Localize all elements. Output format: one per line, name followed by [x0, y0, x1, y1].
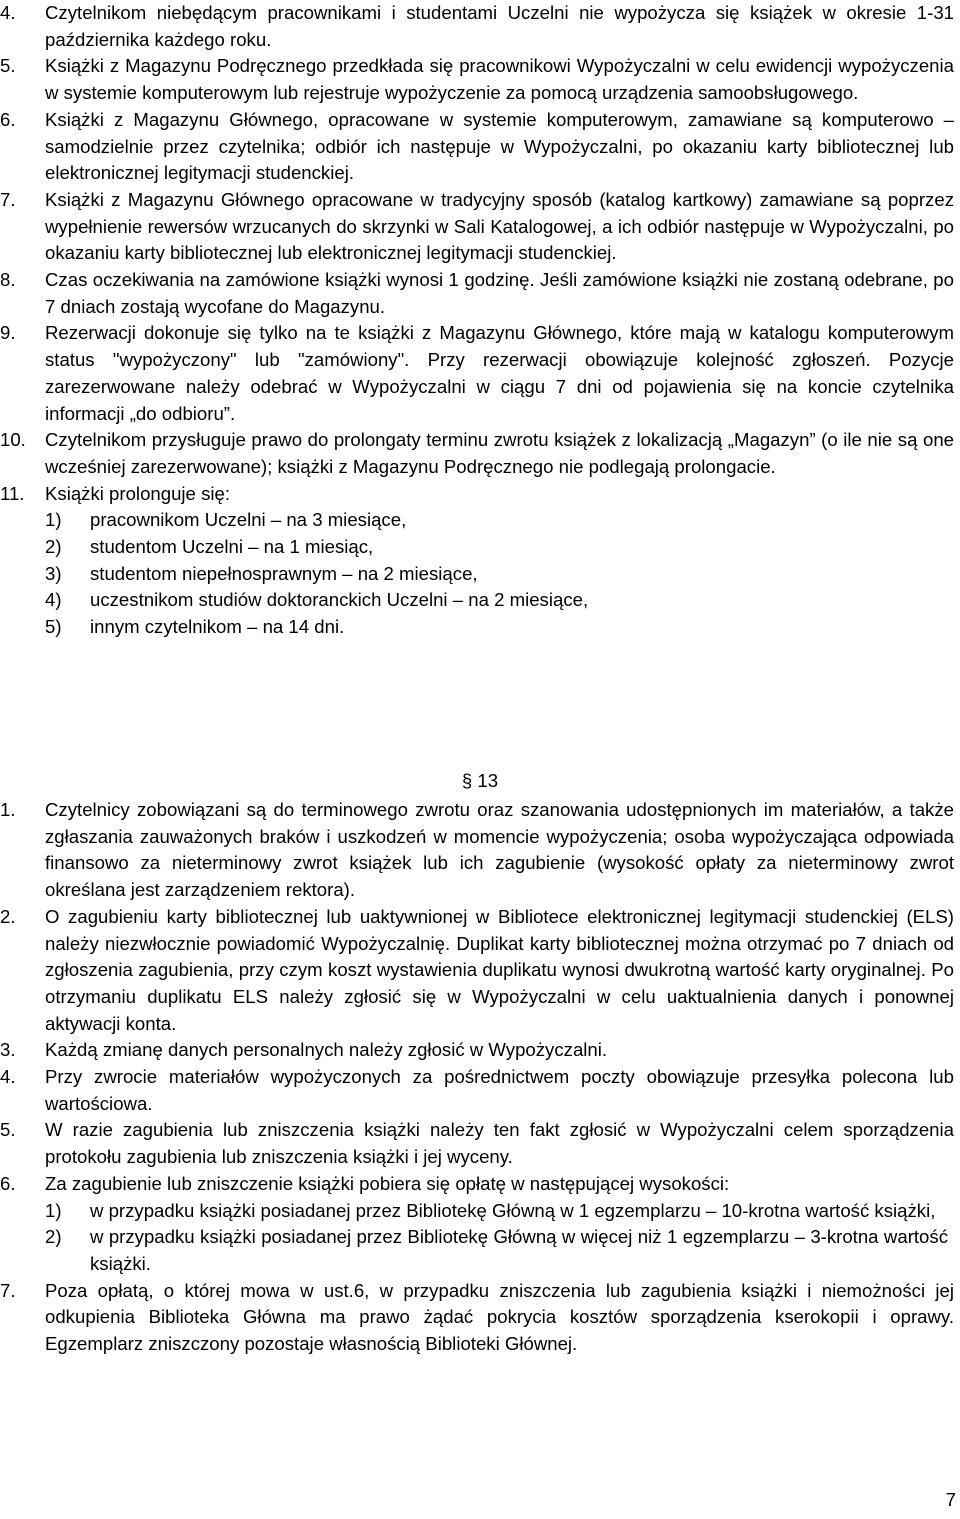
list-item: 7. Książki z Magazynu Głównego opracowane w tradycyjny sposób (katalog kartkowy) zamawiane są poprzez wypełnienie rewersów wrzucanych do skrzynki w Sali Katalogowej, a ich odbiór następuje w Wypożyczalni, po okazaniu karty bibliotecznej lub elektronicznej legitymacji studenckiej. — [0, 187, 960, 267]
list-item: 10. Czytelnikom przysługuje prawo do prolongaty terminu zwrotu książek z lokalizacją „Magazyn” (o ile nie są one wcześniej zarezerwowane); książki z Magazynu Podręcznego nie podlegają prolongacie. — [0, 427, 960, 480]
list-item: 11. Książki prolonguje się: 1) pracownikom Uczelni – na 3 miesiące, 2) studentom Uczelni – na 1 miesiąc, 3) studentom niepełnosprawnym – na 2 miesiące, 4) uczestnikom studiów doktoranckich Uczelni – na 2 miesiące, 5) innym czytelnikom – na 14 dni. — [0, 481, 960, 641]
sub-item-text: w przypadku książki posiadanej przez Bibliotekę Główną w 1 egzemplarzu – 10-krotna wartość książki, — [90, 1199, 936, 1221]
list-item-text: Książki prolonguje się: — [45, 482, 231, 504]
sub-item: 2) studentom Uczelni – na 1 miesiąc, — [45, 536, 374, 558]
list-item: 4. Czytelnikom niebędącym pracownikami i studentami Uczelni nie wypożycza się książek w okresie 1-31 października każdego roku. — [0, 0, 960, 53]
list-item-text: Poza opłatą, o której mowa w ust.6, w przypadku zniszczenia lub zagubienia książki i niemożności jej odkupienia Biblioteka Główna ma prawo żądać pokrycia kosztów sporządzenia kserokopii i oprawy. Egzemplarz zniszczony pozostaje własnością Biblioteki Głównej. — [45, 1279, 954, 1355]
sub-item-text: studentom niepełnosprawnym – na 2 miesiące, — [90, 562, 478, 584]
list-item-text: Czas oczekiwania na zamówione książki wynosi 1 godzinę. Jeśli zamówione książki nie zostaną odebrane, po 7 dniach zostają wycofane do Magazynu. — [45, 269, 954, 317]
list-item: 7. Poza opłatą, o której mowa w ust.6, w przypadku zniszczenia lub zagubienia książki i niemożności jej odkupienia Biblioteka Główna ma prawo żądać pokrycia kosztów sporządzenia kserokopii i oprawy. Egzemplarz zniszczony pozostaje własnością Biblioteki Głównej. — [0, 1278, 960, 1358]
sub-item: 1) w przypadku książki posiadanej przez Bibliotekę Główną w 1 egzemplarzu – 10-krotna wartość książki, — [45, 1199, 936, 1221]
list-item: 2. O zagubieniu karty bibliotecznej lub uaktywnionej w Bibliotece elektronicznej legitymacji studenckiej (ELS) należy niezwłocznie powiadomić Wypożyczalnię. Duplikat karty bibliotecznej można otrzymać po 7 dniach od zgłoszenia zagubienia, przy czym koszt wystawienia duplikatu wynosi dwukrotną wartość karty oryginalnej. Po otrzymaniu duplikatu ELS należy zgłosić się w Wypożyczalni w celu uaktualnienia danych i ponownej aktywacji konta. — [0, 904, 960, 1038]
list-item-text: Każdą zmianę danych personalnych należy zgłosić w Wypożyczalni. — [45, 1039, 608, 1061]
list-item-text: Książki z Magazynu Głównego opracowane w tradycyjny sposób (katalog kartkowy) zamawiane są poprzez wypełnienie rewersów wrzucanych do skrzynki w Sali Katalogowej, a ich odbiór następuje w Wypożyczalni, po okazaniu karty bibliotecznej lub elektronicznej legitymacji studenckiej. — [45, 188, 954, 264]
sub-item-text: innym czytelnikom – na 14 dni. — [90, 616, 345, 638]
sub-item: 3) studentom niepełnosprawnym – na 2 miesiące, — [45, 562, 478, 584]
list-item: 6. Za zagubienie lub zniszczenie książki pobiera się opłatę w następującej wysokości: 1) w przypadku książki posiadanej przez Bibliotekę Główną w 1 egzemplarzu – 10-krotna wartość książki, 2) w przypadku książki posiadanej przez Bibliotekę Główną w więcej niż 1 egzemplarzu – 3-krotna wartość książki. — [0, 1171, 960, 1278]
page-number: 7 — [945, 1489, 956, 1510]
section-heading: § 13 — [461, 770, 499, 791]
sub-item: 1) pracownikom Uczelni – na 3 miesiące, — [45, 509, 407, 531]
sub-item: 2) w przypadku książki posiadanej przez Bibliotekę Główną w więcej niż 1 egzemplarzu – 3-krotna wartość książki. — [45, 1226, 948, 1274]
list-item: 8. Czas oczekiwania na zamówione książki wynosi 1 godzinę. Jeśli zamówione książki nie zostaną odebrane, po 7 dniach zostają wycofane do Magazynu. — [0, 267, 960, 320]
regulation-list-part-2 — [0, 797, 960, 1358]
list-item-text: Za zagubienie lub zniszczenie książki pobiera się opłatę w następującej wysokości: — [45, 1172, 730, 1194]
list-item-text: Książki z Magazynu Głównego, opracowane w systemie komputerowym, zamawiane są komputerowo – samodzielnie przez czytelnika; odbiór ich następuje w Wypożyczalni, po okazaniu karty bibliotecznej lub elektronicznej legitymacji studenckiej. — [45, 108, 954, 184]
list-item-text: Czytelnicy zobowiązani są do terminowego zwrotu oraz szanowania udostępnionych im materiałów, a także zgłaszania zauważonych braków i uszkodzeń w momencie wypożyczenia; osoba wypożyczająca odpowiada finansowo za nieterminowy zwrot książek lub ich zagubienie (wysokość opłaty za nieterminowy zwrot określana jest zarządzeniem rektora). — [45, 799, 954, 901]
list-item: 9. Rezerwacji dokonuje się tylko na te książki z Magazynu Głównego, które mają w katalogu komputerowym status "wypożyczony" lub "zamówiony". Przy rezerwacji obowiązuje kolejność zgłoszeń. Pozycje zarezerwowane należy odebrać w Wypożyczalni w ciągu 7 dni od pojawienia się na koncie czytelnika informacji „do odbioru”. — [0, 320, 960, 427]
regulation-list-part-1 — [0, 0, 960, 641]
list-item-text: W razie zagubienia lub zniszczenia książki należy ten fakt zgłosić w Wypożyczalni celem sporządzenia protokołu zagubienia lub zniszczenia książki i jej wyceny. — [45, 1119, 954, 1168]
sub-item-text: pracownikom Uczelni – na 3 miesiące, — [90, 509, 407, 531]
sub-item-text: uczestnikom studiów doktoranckich Uczelni – na 2 miesiące, — [90, 589, 589, 611]
sub-item-text: w przypadku książki posiadanej przez Bibliotekę Główną w więcej niż 1 egzemplarzu – 3-krotna wartość książki. — [90, 1226, 948, 1274]
list-item-text: Rezerwacji dokonuje się tylko na te książki z Magazynu Głównego, które mają w katalogu komputerowym status "wypożyczony" lub "zamówiony". Przy rezerwacji obowiązuje kolejność zgłoszeń. Pozycje zarezerwowane należy odebrać w Wypożyczalni w ciągu 7 dni od pojawienia się na koncie czytelnika informacji „do odbioru”. — [45, 322, 954, 424]
list-item: 4. Przy zwrocie materiałów wypożyczonych za pośrednictwem poczty obowiązuje przesyłka polecona lub wartościowa. — [0, 1064, 960, 1117]
list-item-text: Czytelnikom przysługuje prawo do prolongaty terminu zwrotu książek z lokalizacją „Magazyn” (o ile nie są one wcześniej zarezerwowane); książki z Magazynu Podręcznego nie podlegają prolongacie. — [45, 429, 954, 477]
sub-item: 4) uczestnikom studiów doktoranckich Uczelni – na 2 miesiące, — [45, 589, 589, 611]
list-item: 5. W razie zagubienia lub zniszczenia książki należy ten fakt zgłosić w Wypożyczalni celem sporządzenia protokołu zagubienia lub zniszczenia książki i jej wyceny. — [0, 1117, 960, 1170]
list-item: 3. Każdą zmianę danych personalnych należy zgłosić w Wypożyczalni. — [0, 1037, 960, 1064]
list-item-text: Książki z Magazynu Podręcznego przedkłada się pracownikowi Wypożyczalni w celu ewidencji wypożyczenia w systemie komputerowym lub rejestruje wypożyczenie za pomocą urządzenia samoobsługowego. — [45, 55, 954, 104]
list-item-text: Czytelnikom niebędącym pracownikami i studentami Uczelni nie wypożycza się książek w okresie 1-31 października każdego roku. — [45, 2, 954, 50]
list-item-text: Przy zwrocie materiałów wypożyczonych za pośrednictwem poczty obowiązuje przesyłka polecona lub wartościowa. — [45, 1066, 954, 1114]
list-item: 6. Książki z Magazynu Głównego, opracowane w systemie komputerowym, zamawiane są komputerowo – samodzielnie przez czytelnika; odbiór ich następuje w Wypożyczalni, po okazaniu karty bibliotecznej lub elektronicznej legitymacji studenckiej. — [0, 107, 960, 187]
list-item-text: O zagubieniu karty bibliotecznej lub uaktywnionej w Bibliotece elektronicznej legitymacji studenckiej (ELS) należy niezwłocznie powiadomić Wypożyczalnię. Duplikat karty bibliotecznej można otrzymać po 7 dniach od zgłoszenia zagubienia, przy czym koszt wystawienia duplikatu wynosi dwukrotną wartość karty oryginalnej. Po otrzymaniu duplikatu ELS należy zgłosić się w Wypożyczalni w celu uaktualnienia danych i ponownej aktywacji konta. — [45, 905, 954, 1034]
sub-item-text: studentom Uczelni – na 1 miesiąc, — [90, 536, 374, 558]
sub-item: 5) innym czytelnikom – na 14 dni. — [45, 616, 345, 638]
list-item: 5. Książki z Magazynu Podręcznego przedkłada się pracownikowi Wypożyczalni w celu ewidencji wypożyczenia w systemie komputerowym lub rejestruje wypożyczenie za pomocą urządzenia samoobsługowego. — [0, 53, 960, 106]
list-item: 1. Czytelnicy zobowiązani są do terminowego zwrotu oraz szanowania udostępnionych im materiałów, a także zgłaszania zauważonych braków i uszkodzeń w momencie wypożyczenia; osoba wypożyczająca odpowiada finansowo za nieterminowy zwrot książek lub ich zagubienie (wysokość opłaty za nieterminowy zwrot określana jest zarządzeniem rektora). — [0, 797, 960, 904]
